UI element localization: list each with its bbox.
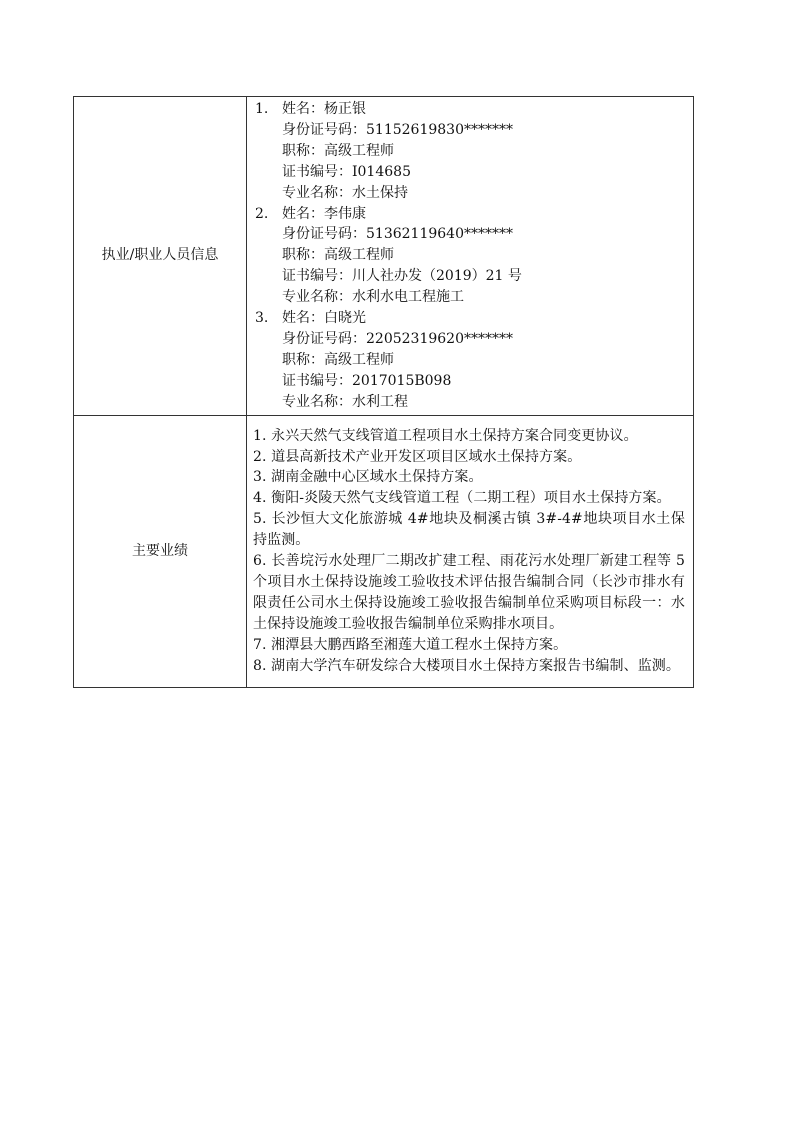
person-id-number: 身份证号码：51152619830******* [282,121,513,138]
staff-list [247,97,693,415]
person-id-number: 身份证号码：51362119640******* [282,226,513,243]
person-name: 姓名：白晓光 [282,310,366,327]
person-certificate: 证书编号：2017015B098 [282,372,452,389]
achievement-item: 5. 长沙恒大文化旅游城 4#地块及桐溪古镇 3#-4#地块项目水土保持监测。 [253,511,685,549]
person-name-row [255,99,687,120]
achievement-item: 7. 湘潭县大鹏西路至湘莲大道工程水土保持方案。 [253,636,568,653]
person-number: 3. [255,310,269,327]
achievements-content [247,415,694,687]
person-name: 姓名：杨正银 [282,101,366,117]
person-certificate: 证书编号：I014685 [282,163,411,180]
person-name: 姓名：李伟康 [282,205,366,222]
person-entry [255,99,687,204]
person-number: 2. [255,205,269,222]
person-title: 职称：高级工程师 [282,247,394,264]
person-name-row [255,204,687,225]
achievement-item: 8. 湖南大学汽车研发综合大楼项目水土保持方案报告书编制、监测。 [253,657,681,674]
person-entry [255,204,687,309]
achievement-item: 2. 道县高新技术产业开发区项目区域水土保持方案。 [253,448,582,465]
person-major: 专业名称：水利水电工程施工 [282,289,464,306]
person-certificate: 证书编号：川人社办发（2019）21 号 [282,268,522,285]
person-name-row [255,308,687,329]
person-title: 职称：高级工程师 [282,142,394,159]
achievement-item: 1. 永兴天然气支线管道工程项目水土保持方案合同变更协议。 [253,427,638,444]
qualification-table [73,96,694,688]
achievement-item: 4. 衡阳-炎陵天然气支线管道工程（二期工程）项目水土保持方案。 [253,490,671,507]
achievements-row [74,415,694,687]
staff-content [247,97,694,416]
person-number: 1. [255,101,269,117]
person-title: 职称：高级工程师 [282,351,394,368]
staff-label: 执业/职业人员信息 [74,97,247,416]
person-id-number: 身份证号码：22052319620******* [282,330,513,347]
person-major: 专业名称：水利工程 [282,393,408,410]
achievement-item: 3. 湖南金融中心区域水土保持方案。 [253,469,483,486]
achievement-item: 6. 长善垸污水处理厂二期改扩建工程、雨花污水处理厂新建工程等 5 个项目水土保持设施竣工验收技术评估报告编制合同（长沙市排水有限责任公司水土保持设施竣工验收报告编制单位采购项目标段一：水土保持设施竣工验收报告编制单位采购排水项目。 [253,553,685,632]
person-entry [255,308,687,413]
achievements-list [247,424,693,679]
achievements-label: 主要业绩 [74,415,247,687]
staff-row [74,97,694,416]
person-major: 专业名称：水土保持 [282,184,408,201]
